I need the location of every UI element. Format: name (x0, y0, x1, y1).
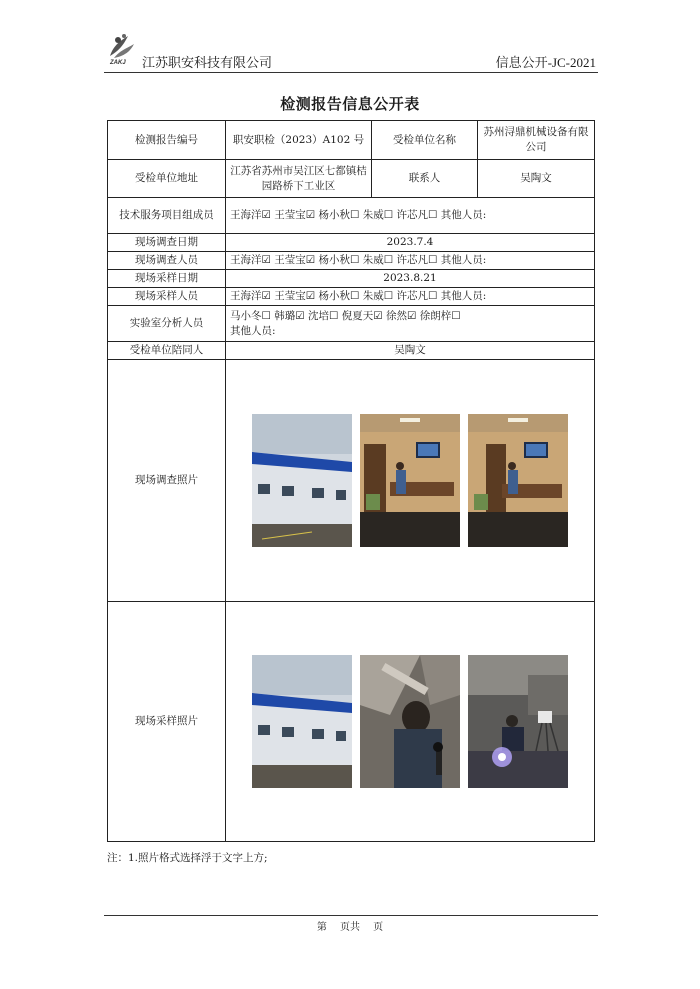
survey-staff-value: 王海洋☑ 王莹宝☑ 杨小秋☐ 朱威☐ 许芯凡☐ 其他人员: (226, 252, 595, 270)
page-footer: 第 页共 页 (316, 922, 384, 933)
escort-label: 受检单位陪同人 (108, 342, 226, 360)
table-row (108, 160, 595, 198)
table-row (108, 288, 595, 306)
sampling-staff-label: 现场采样人员 (108, 288, 226, 306)
logo-text: ZAKJ (110, 60, 126, 66)
table-row (108, 121, 595, 160)
sampling-photos-label: 现场采样照片 (108, 602, 226, 842)
survey-photos-label: 现场调查照片 (108, 360, 226, 602)
client-name-label: 受检单位名称 (372, 121, 478, 160)
client-addr-label: 受检单位地址 (108, 160, 226, 198)
survey-photos-cell (226, 360, 595, 602)
sampling-photos-cell (226, 602, 595, 842)
factory-exterior-photo (252, 655, 352, 788)
team-label: 技术服务项目组成员 (108, 198, 226, 234)
page-title: 检测报告信息公开表 (280, 95, 420, 113)
sampling-date-value: 2023.8.21 (226, 270, 595, 288)
note-text: 注：1.照片格式选择浮于文字上方; (107, 852, 268, 864)
table-row (108, 360, 595, 602)
table-row (108, 234, 595, 252)
document-number: 信息公开-JC-2021 (495, 55, 596, 70)
survey-date-value: 2023.7.4 (226, 234, 595, 252)
sampling-staff-value: 王海洋☑ 王莹宝☑ 杨小秋☐ 朱威☐ 许芯凡☐ 其他人员: (226, 288, 595, 306)
lab-staff-line-1: 马小冬☐ 韩璐☑ 沈培☐ 倪夏天☑ 徐然☑ 徐朗梓☐ (230, 309, 461, 322)
survey-staff-label: 现场调查人员 (108, 252, 226, 270)
lab-staff-value (226, 306, 595, 342)
contact-label: 联系人 (372, 160, 478, 198)
factory-exterior-photo (252, 414, 352, 547)
report-no-label: 检测报告编号 (108, 121, 226, 160)
company-name: 江苏职安科技有限公司 (142, 55, 273, 70)
report-no-value: 职安职检（2023）A102 号 (226, 121, 372, 160)
footer-divider (104, 915, 598, 916)
lab-staff-label: 实验室分析人员 (108, 306, 226, 342)
table-row (108, 252, 595, 270)
page-header (104, 30, 598, 72)
table-row (108, 270, 595, 288)
office-survey-photo-2 (468, 414, 568, 547)
contact-value: 吴陶文 (478, 160, 595, 198)
team-value: 王海洋☑ 王莹宝☑ 杨小秋☐ 朱威☐ 许芯凡☐ 其他人员: (226, 198, 595, 234)
sampling-date-label: 现场采样日期 (108, 270, 226, 288)
welding-photo (468, 655, 568, 788)
escort-value: 吴陶文 (226, 342, 595, 360)
table-row (108, 602, 595, 842)
office-survey-photo-1 (360, 414, 460, 547)
table-row (108, 342, 595, 360)
client-name-value: 苏州浔鼎机械设备有限公司 (478, 121, 595, 160)
table-row (108, 306, 595, 342)
survey-date-label: 现场调查日期 (108, 234, 226, 252)
table-row (108, 198, 595, 234)
info-table (107, 120, 595, 842)
header-divider (104, 72, 598, 73)
lab-staff-line-2: 其他人员: (230, 324, 276, 337)
worker-sampling-photo (360, 655, 460, 788)
client-addr-value: 江苏省苏州市吴江区七都镇桔园路桥下工业区 (226, 160, 372, 198)
